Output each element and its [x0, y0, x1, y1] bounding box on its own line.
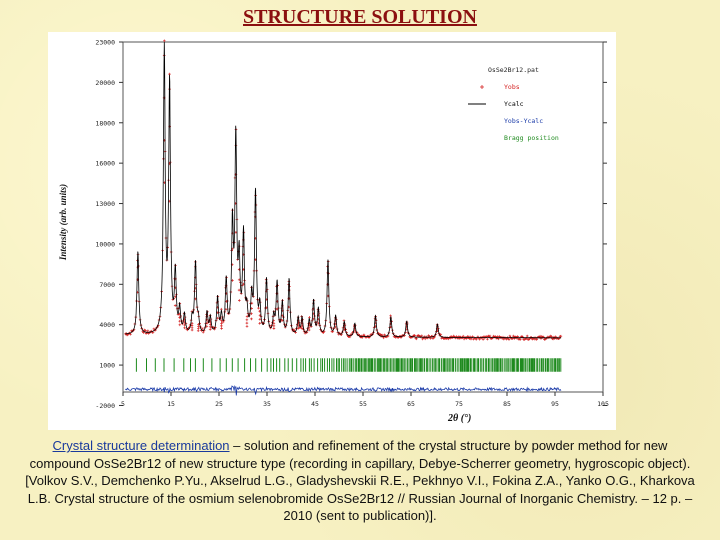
difference-curve [125, 386, 561, 395]
observed-points [124, 40, 562, 341]
legend [468, 66, 559, 142]
yobs-points [124, 40, 562, 341]
slide-title: STRUCTURE SOLUTION [243, 6, 477, 28]
y-tick-label: 4000 [99, 321, 115, 330]
plot-border [123, 42, 603, 392]
x-tick-label: 35 [263, 400, 271, 408]
powder-diffraction-chart [48, 32, 616, 430]
plot-frame [123, 42, 603, 392]
x-tick-label: 85 [503, 400, 511, 408]
x-tick-label: 75 [455, 400, 463, 408]
caption [24, 437, 696, 525]
y-tick-label: 10000 [95, 240, 115, 249]
x-tick-label: 55 [359, 400, 367, 408]
caption-body: – solution and refinement of the crystal structure by powder method for new compound OsSe2Br12 of new structure type (recording in capillary, Debye-Scherrer geometry, hygroscopic object). [Volkov S.V., Demchenko P.Yu., Akselrud L.G., Gladyshevskii R.E., Pekhnyo V.I., Fokina Z.A., Yanko O.G., Kharkova L.B. Crystal structure of the osmium selenobromide OsSe2Br12 // Russian Journal of Inorganic Chemistry. – 12 p. – 2010 (sent to publication)]. [25, 438, 695, 523]
x-tick-label: 65 [407, 400, 415, 408]
x-tick-label: 25 [215, 400, 223, 408]
y-tick-label: 18000 [95, 119, 115, 128]
chart-svg [48, 32, 616, 430]
x-tick-label: 15 [167, 400, 175, 408]
y-tick-label: 1000 [99, 361, 115, 370]
y-axis-label: Intensity (arb. units) [58, 183, 68, 261]
legend-file-label: OsSe2Br12.pat [488, 66, 539, 74]
x-tick-label: 45 [311, 400, 319, 408]
bragg-ticks [136, 358, 560, 372]
y-tick-label: 16000 [95, 159, 115, 168]
legend-entry-label: Yobs-Ycalc [504, 117, 544, 125]
difference-line [125, 386, 561, 395]
x-tick-label: 95 [551, 400, 559, 408]
legend-entry-label: Yobs [504, 83, 520, 91]
y-tick-label: 13000 [95, 200, 115, 209]
legend-entry-label: Bragg position [504, 134, 559, 142]
y-tick-label: 20000 [95, 78, 115, 87]
legend-marker [480, 85, 484, 89]
bragg-positions [136, 358, 560, 372]
y-tick-label: -2000 [95, 401, 115, 410]
x-tick-label: 5 [121, 400, 125, 408]
y-tick-label: 23000 [95, 38, 115, 47]
calculated-curve [125, 42, 561, 338]
x-axis-label: 2θ (°) [448, 413, 472, 424]
axis-labels [58, 184, 471, 424]
legend-entry-label: Ycalc [504, 100, 524, 108]
ycalc-line [125, 42, 561, 338]
caption-link[interactable]: Crystal structure determination [52, 438, 230, 453]
y-tick-label: 7000 [99, 280, 115, 289]
x-tick-label: 105 [597, 400, 609, 408]
